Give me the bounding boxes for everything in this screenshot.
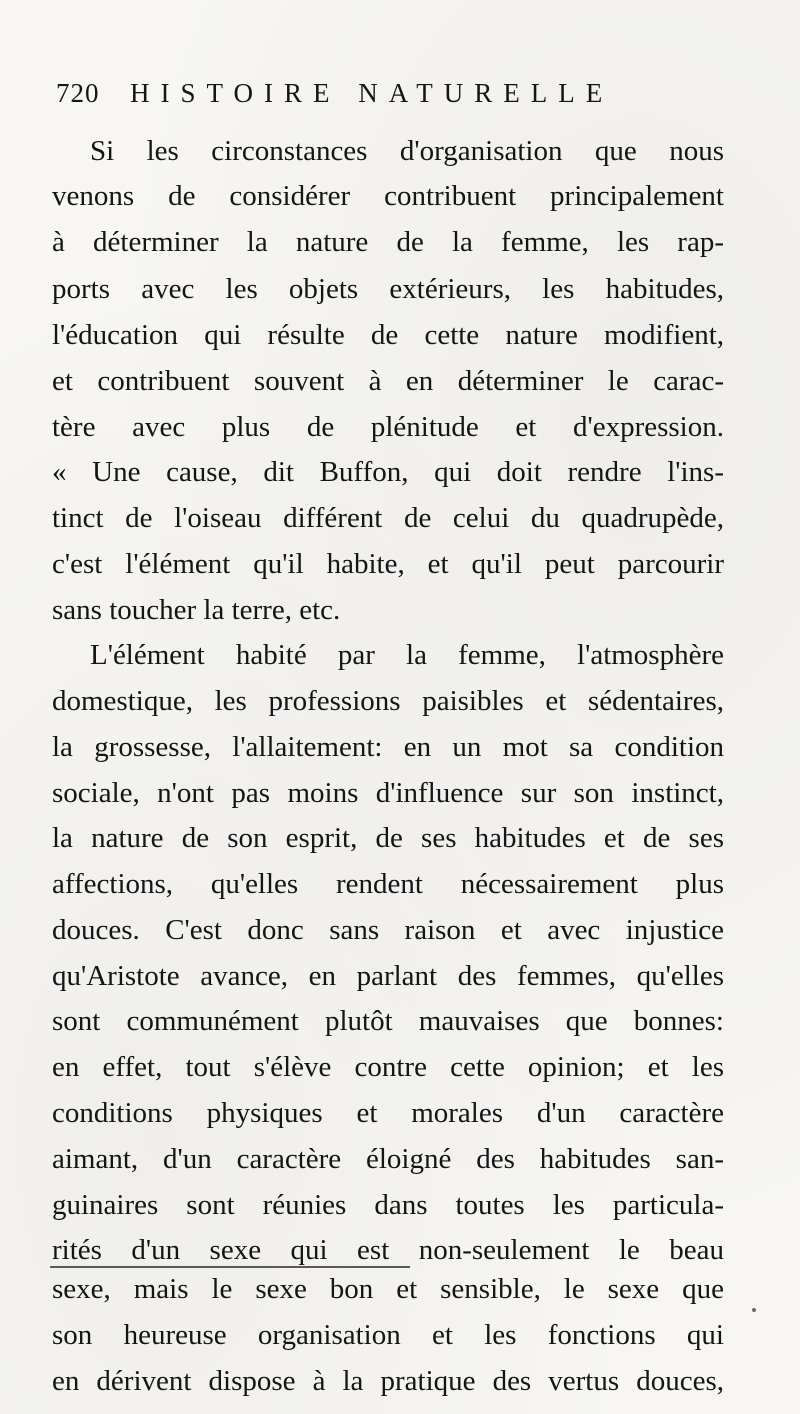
text-line: conditions physiques et morales d'un caractère (52, 1097, 724, 1129)
text-line: aimant, d'un caractère éloigné des habitudes san- (52, 1143, 724, 1175)
text-line: en effet, tout s'élève contre cette opinion; et les (52, 1051, 724, 1083)
text-line: guinaires sont réunies dans toutes les particula- (52, 1189, 724, 1221)
text-line: en dérivent dispose à la pratique des vertus douces, (52, 1365, 724, 1397)
page-number: 720 (56, 78, 100, 108)
text-line: « Une cause, dit Buffon, qui doit rendre l'ins- (52, 456, 724, 488)
text-line: sans toucher la terre, etc. (52, 594, 341, 626)
text-line: l'éducation qui résulte de cette nature modifient, (52, 319, 724, 351)
running-title: HISTOIRE NATURELLE (130, 78, 614, 108)
text-line: sont communément plutôt mauvaises que bonnes: (52, 1005, 724, 1037)
text-line: douces. C'est donc sans raison et avec injustice (52, 914, 724, 946)
footnote-rule (50, 1266, 410, 1268)
text-line: tinct de l'oiseau différent de celui du quadrupède, (52, 502, 724, 534)
text-line: sociale, n'ont pas moins d'influence sur son instinct, (52, 777, 724, 809)
text-line: venons de considérer contribuent principalement (52, 180, 724, 212)
text-line: c'est l'élément qu'il habite, et qu'il peut parcourir (52, 548, 724, 580)
text-line: sexe, mais le sexe bon et sensible, le sexe que (52, 1273, 724, 1305)
text-line: et contribuent souvent à en déterminer le carac- (52, 365, 724, 397)
text-line: L'élément habité par la femme, l'atmosphère (90, 639, 724, 671)
text-line: à déterminer la nature de la femme, les rap- (52, 226, 724, 258)
text-line: la nature de son esprit, de ses habitudes et de ses (52, 822, 724, 854)
text-line: qu'Aristote avance, en parlant des femmes, qu'elles (52, 960, 724, 992)
text-line: rités d'un sexe qui est non-seulement le beau (52, 1234, 724, 1266)
text-line: tère avec plus de plénitude et d'expression. (52, 411, 724, 443)
text-line: domestique, les professions paisibles et sédentaires, (52, 685, 724, 717)
page-header (56, 78, 656, 118)
text-line: la grossesse, l'allaitement: en un mot sa condition (52, 731, 724, 763)
text-line: ports avec les objets extérieurs, les habitudes, (52, 273, 724, 305)
text-line: affections, qu'elles rendent nécessairement plus (52, 868, 724, 900)
text-line: son heureuse organisation et les fonctions qui (52, 1319, 724, 1351)
text-line: Si les circonstances d'organisation que nous (90, 135, 724, 167)
ink-speck (752, 1308, 756, 1312)
